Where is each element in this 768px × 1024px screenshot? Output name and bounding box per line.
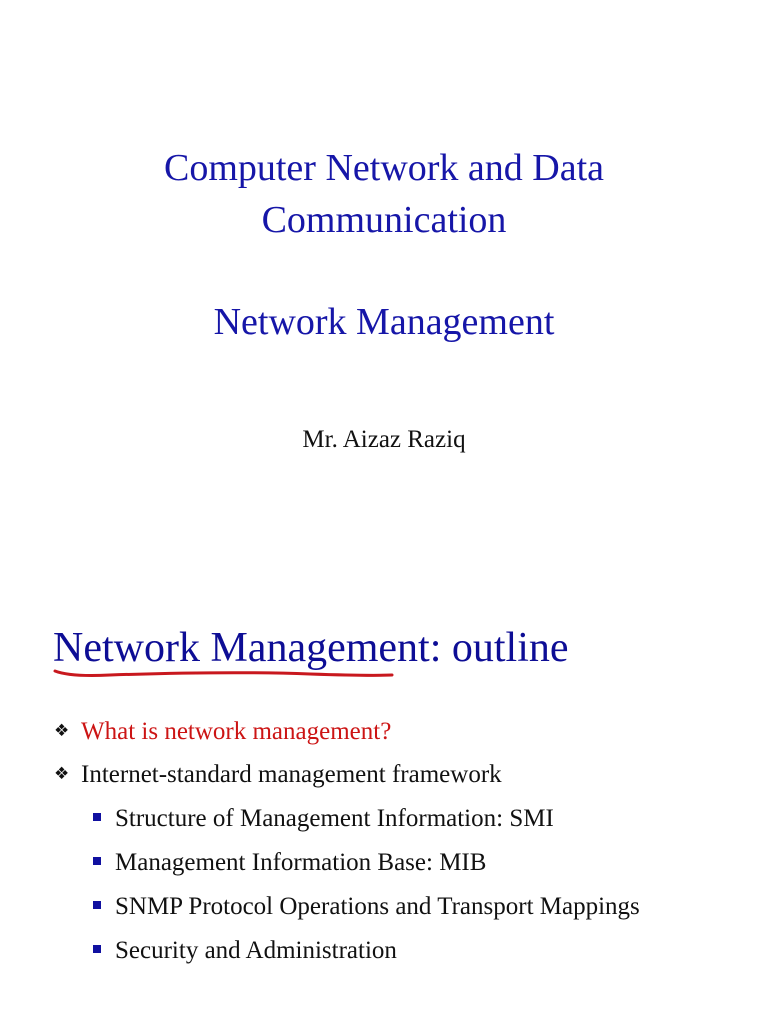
sub-bullet-item — [88, 890, 754, 924]
sub-bullet-item — [88, 934, 754, 968]
diamond-bullet-icon: ❖ — [54, 721, 70, 741]
outline-list — [54, 716, 754, 978]
author-name: Mr. Aizaz Raziq — [302, 426, 466, 453]
sub-bullet-text: Management Information Base: MIB — [115, 849, 487, 876]
slide-title — [0, 142, 768, 246]
square-bullet-icon — [93, 901, 101, 909]
red-underline-annotation — [50, 663, 400, 683]
sub-bullet-item — [88, 802, 754, 836]
bullet-text: What is network management? — [81, 718, 392, 745]
outline-title: Network Management: outline — [53, 625, 569, 671]
sub-bullet-text: SNMP Protocol Operations and Transport Mappings — [115, 893, 640, 920]
sub-bullet-item — [88, 846, 754, 880]
bullet-text: Internet-standard management framework — [81, 761, 502, 788]
diamond-bullet-icon: ❖ — [54, 764, 70, 784]
sub-bullet-text: Structure of Management Information: SMI — [115, 805, 554, 832]
bullet-item — [54, 716, 754, 748]
slide-title-line1: Computer Network and Data — [163, 147, 605, 189]
square-bullet-icon — [93, 945, 101, 953]
outline-slide — [0, 600, 768, 1024]
slide-title-line2: Communication — [261, 199, 507, 241]
square-bullet-icon — [93, 813, 101, 821]
bullet-item — [54, 759, 754, 791]
square-bullet-icon — [93, 857, 101, 865]
slide-subtitle: Network Management — [213, 301, 555, 343]
sub-bullet-text: Security and Administration — [115, 937, 397, 964]
